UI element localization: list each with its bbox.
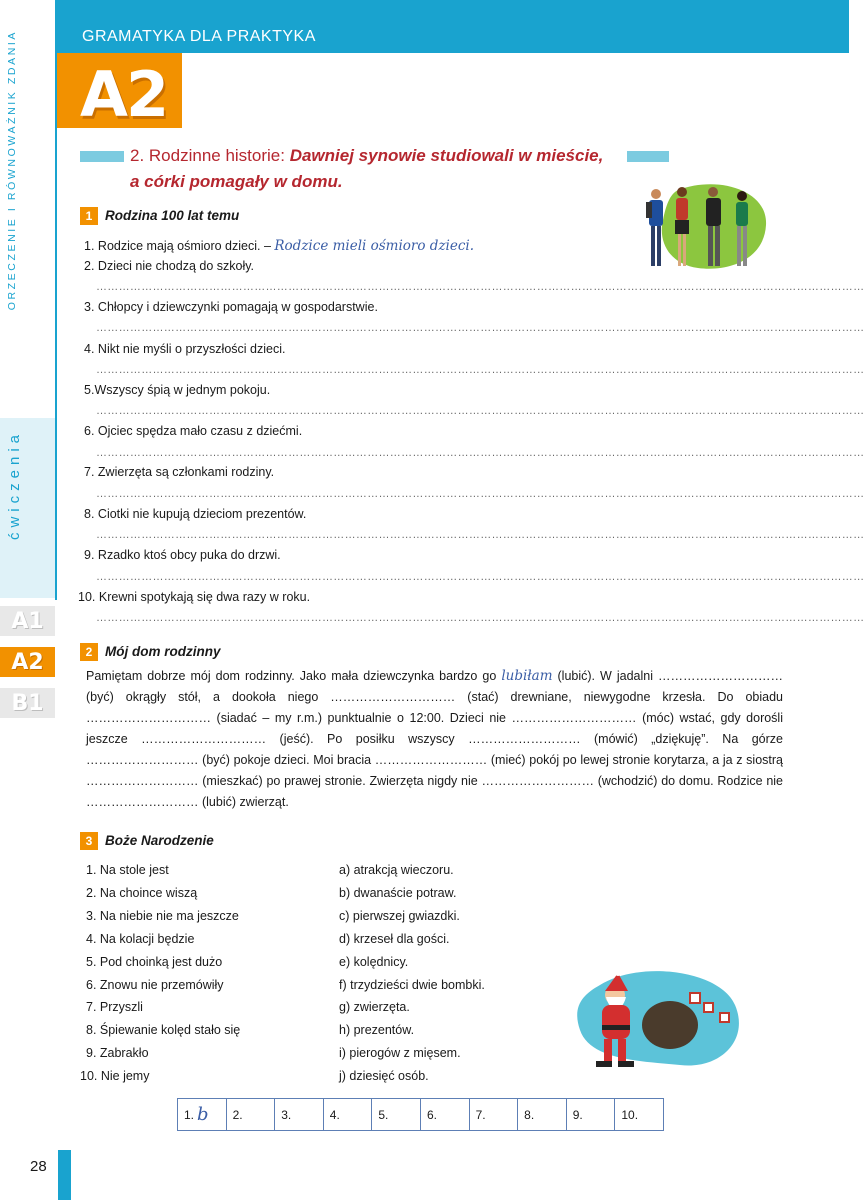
ex3-right-d: d) krzeseł dla gości. [339,932,450,946]
ex1-item-10: 10. Krewni spotykają się dwa razy w roku. [78,590,311,604]
ex3-left-7: 7. Przyszli [86,1000,143,1014]
ex3-right-j: j) dziesięć osób. [339,1069,429,1083]
ex1-answer-line-3[interactable]: …………………………………………………………………………………………………………………………………………………………………………………… [96,322,864,334]
page-number: 28 [30,1158,47,1175]
ex2-answer-1[interactable]: lubiłam [501,668,553,684]
level-tab-a1[interactable]: A1 [0,606,55,636]
students-illustration [638,180,772,274]
ex3-left-4: 4. Na kolacji będzie [86,932,195,946]
ex1-answer-line-10[interactable]: …………………………………………………………………………………………………………………………………………………………………………………… [96,612,864,624]
answer-cell-2[interactable]: 2. [227,1099,276,1130]
ex1-item-9: 9. Rzadko ktoś obcy puka do drzwi. [84,548,281,562]
answer-cell-7[interactable]: 7. [470,1099,519,1130]
ex3-left-2: 2. Na choince wiszą [86,886,198,900]
ex3-left-10: 10. Nie jemy [80,1069,150,1083]
exercise-2-number: 2 [80,643,98,661]
sidebar-divider [55,0,57,600]
page-title: 2. Rodzinne historie: Dawniej synowie studiowali w mieście, [130,146,604,165]
answer-grid [177,1098,664,1131]
ex3-left-3: 3. Na niebie nie ma jeszcze [86,909,239,923]
ex3-right-h: h) prezentów. [339,1023,415,1037]
ex1-answer-line-7[interactable]: …………………………………………………………………………………………………………………………………………………………………………………… [96,488,864,500]
exercise-3-title: Boże Narodzenie [105,833,214,848]
answer-cell-8[interactable]: 8. [518,1099,567,1130]
ex3-right-a: a) atrakcją wieczoru. [339,863,454,877]
answer-cell-6[interactable]: 6. [421,1099,470,1130]
ex3-right-g: g) zwierzęta. [339,1000,410,1014]
ex1-item-3: 3. Chłopcy i dziewczynki pomagają w gospodarstwie. [84,300,378,314]
page-title-line2: a córki pomagały w domu. [130,172,343,191]
ex3-right-c: c) pierwszej gwiazdki. [339,909,460,923]
ex1-answer-line-5[interactable]: …………………………………………………………………………………………………………………………………………………………………………………… [96,405,864,417]
exercise-3-number: 3 [80,832,98,850]
ex3-right-e: e) kolędnicy. [339,955,409,969]
level-tab-b1[interactable]: B1 [0,688,55,718]
title-decor-left [80,151,124,162]
answer-cell-5[interactable]: 5. [372,1099,421,1130]
ex3-left-9: 9. Zabrakło [86,1046,149,1060]
ex3-right-i: i) pierogów z mięsem. [339,1046,461,1060]
footer-accent-bar [58,1150,71,1200]
exercise-1-number: 1 [80,207,98,225]
exercise-1-title: Rodzina 100 lat temu [105,208,240,223]
ex1-item-6: 6. Ojciec spędza mało czasu z dziećmi. [84,424,303,438]
ex1-answer-line-4[interactable]: …………………………………………………………………………………………………………………………………………………………………………………… [96,364,864,376]
level-badge: A2 [80,58,168,131]
ex1-answer-1[interactable]: Rodzice mieli ośmioro dzieci. [274,238,475,254]
answer-cell-4[interactable]: 4. [324,1099,373,1130]
ex3-left-5: 5. Pod choinką jest dużo [86,955,223,969]
ex1-answer-line-8[interactable]: …………………………………………………………………………………………………………………………………………………………………………………… [96,529,864,541]
answer-cell-1[interactable]: 1. b [178,1099,227,1130]
title-decor-right [627,151,669,162]
answer-cell-10[interactable]: 10. [621,1107,639,1122]
ex3-left-6: 6. Znowu nie przemówiły [86,978,224,992]
answer-cell-1-value: b [197,1104,209,1125]
ex3-left-8: 8. Śpiewanie kolęd stało się [86,1023,241,1037]
ex3-right-b: b) dwanaście potraw. [339,886,457,900]
exercise-2-text: Pamiętam dobrze mój dom rodzinny. Jako mała dziewczynka bardzo go lubiłam (lubić). W jadalni ………………………… (być) okrągły stół, a dookoła niego ………………………… (stać) drewniane, niewygodne krzesła. Do obiadu ………………………… (siadać – my r.m.) punktualnie o 12:00. Dzieci nie ………………………… (móc) wstać, gdy dorośli jeszcze ………………………… (jeść). Po posiłku wszyscy ……………………… (mówić) „dziękuję”. Na górze ……………………… (być) pokoje dzieci. Moi bracia ……………………… (mieć) pokój po lewej stronie korytarza, a ja z siostrą ……………………… (mieszkać) po prawej stronie. Zwierzęta nigdy nie ……………………… (wchodzić) do domu. Rodzice nie ……………………… (lubić) zwierząt. [86,668,783,809]
answer-cell-9[interactable]: 9. [567,1099,616,1130]
ex1-item-1: 1. Rodzice mają ośmioro dzieci. – Rodzice mieli ośmioro dzieci. [84,238,475,254]
sidebar-section-label: ORZECZENIE I RÓWNOWAŻNIK ZDANIA [6,30,18,311]
answer-cell-3[interactable]: 3. [275,1099,324,1130]
ex1-answer-line-6[interactable]: …………………………………………………………………………………………………………………………………………………………………………………… [96,447,864,459]
ex1-answer-line-2[interactable]: …………………………………………………………………………………………………………………………………………………………………………………… [96,281,864,293]
santa-illustration [570,965,750,1080]
ex1-item-4: 4. Nikt nie myśli o przyszłości dzieci. [84,342,286,356]
ex1-item-7: 7. Zwierzęta są członkami rodziny. [84,465,275,479]
ex3-right-f: f) trzydzieści dwie bombki. [339,978,485,992]
exercise-2-title: Mój dom rodzinny [105,644,221,659]
header-title: GRAMATYKA DLA PRAKTYKA [82,28,316,45]
ex1-answer-line-9[interactable]: …………………………………………………………………………………………………………………………………………………………………………………… [96,571,864,583]
ex3-left-1: 1. Na stole jest [86,863,169,877]
level-tab-a2[interactable]: A2 [0,647,55,677]
ex1-item-2: 2. Dzieci nie chodzą do szkoły. [84,259,255,273]
ex1-item-5: 5.Wszyscy śpią w jednym pokoju. [84,383,271,397]
sidebar-tab-label: ćwiczenia [6,430,23,541]
ex1-item-8: 8. Ciotki nie kupują dzieciom prezentów. [84,507,307,521]
